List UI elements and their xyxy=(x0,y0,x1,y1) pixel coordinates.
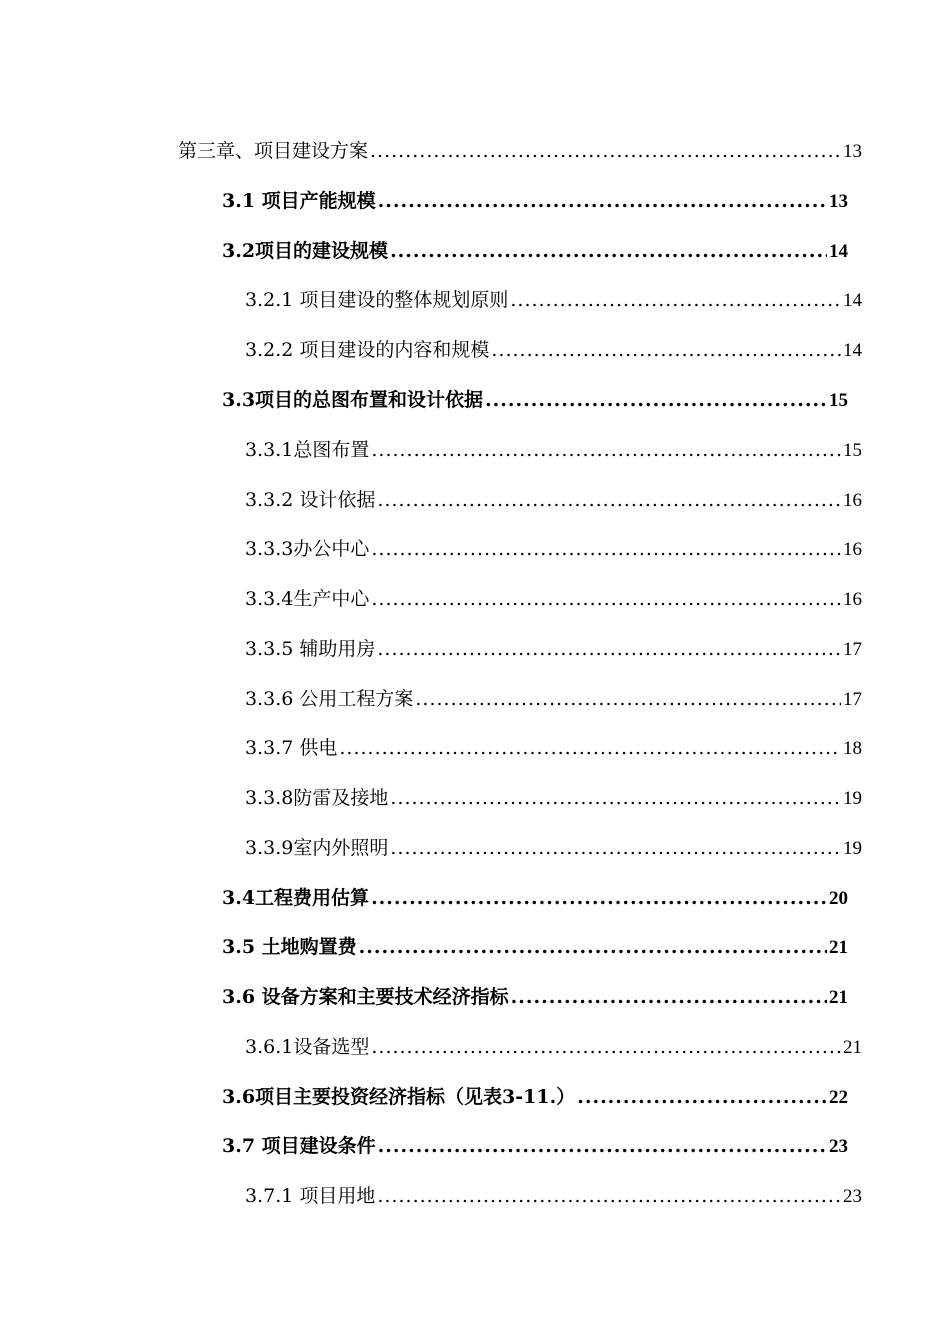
toc-entry-title: 第三章、项目建设方案 xyxy=(178,140,369,162)
toc-entry-page: 17 xyxy=(843,689,862,710)
toc-entry-title: 3.3.9室内外照明 xyxy=(245,837,389,859)
toc-leader-dots xyxy=(370,138,841,164)
toc-entry-title: 3.2.2 项目建设的内容和规模 xyxy=(245,339,490,361)
toc-entry-page: 22 xyxy=(829,1087,848,1108)
toc-leader-dots xyxy=(377,1183,841,1209)
toc-entry-3-6-1[interactable] xyxy=(245,1034,862,1061)
toc-leader-dots xyxy=(371,437,841,463)
toc-entry-3-3-5[interactable] xyxy=(245,636,862,663)
toc-entry-3-3-3[interactable] xyxy=(245,536,862,563)
toc-leader-dots xyxy=(371,536,841,562)
toc-entry-title: 3.3.5 辅助用房 xyxy=(245,638,376,660)
toc-entry-page: 19 xyxy=(843,838,862,859)
toc-leader-dots xyxy=(378,188,827,214)
toc-entry-page: 14 xyxy=(843,290,862,311)
toc-entry-title: 3.3.1总图布置 xyxy=(245,439,370,461)
toc-entry-page: 16 xyxy=(843,490,862,511)
toc-leader-dots xyxy=(371,885,827,911)
toc-entry-title: 3.6 设备方案和主要技术经济指标 xyxy=(222,986,509,1008)
toc-entry-3-3[interactable] xyxy=(222,387,848,414)
toc-entry-title: 3.3.3办公中心 xyxy=(245,538,370,560)
toc-entry-title: 3.3.6 公用工程方案 xyxy=(245,688,414,710)
toc-entry-page: 18 xyxy=(843,738,862,759)
toc-entry-3-3-9[interactable] xyxy=(245,835,862,862)
toc-entry-title: 3.3.4生产中心 xyxy=(245,588,370,610)
toc-entry-3-3-2[interactable] xyxy=(245,487,862,514)
toc-entry-title: 3.3.7 供电 xyxy=(245,737,338,759)
toc-leader-dots xyxy=(390,835,841,861)
toc-entry-3-6-indicators[interactable] xyxy=(222,1084,848,1111)
toc-entry-3-2[interactable] xyxy=(222,238,848,265)
toc-leader-dots xyxy=(415,686,841,712)
toc-leader-dots xyxy=(485,387,827,413)
toc-entry-page: 19 xyxy=(843,788,862,809)
toc-entry-title: 3.7 项目建设条件 xyxy=(222,1135,376,1157)
toc-entry-page: 17 xyxy=(843,639,862,660)
toc-entry-page: 20 xyxy=(829,888,848,909)
toc-entry-title: 3.5 土地购置费 xyxy=(222,936,357,958)
toc-entry-title: 3.2项目的建设规模 xyxy=(222,240,389,262)
toc-entry-3-6[interactable] xyxy=(222,984,848,1011)
toc-entry-page: 15 xyxy=(843,440,862,461)
toc-entry-page: 13 xyxy=(829,191,848,212)
toc-entry-3-3-4[interactable] xyxy=(245,586,862,613)
toc-entry-3-1[interactable] xyxy=(222,188,848,215)
toc-leader-dots xyxy=(491,337,841,363)
toc-entry-3-3-7[interactable] xyxy=(245,735,862,762)
toc-entry-page: 13 xyxy=(843,141,862,162)
toc-entry-title: 3.3项目的总图布置和设计依据 xyxy=(222,389,484,411)
toc-leader-dots xyxy=(390,238,827,264)
toc-entry-page: 15 xyxy=(829,390,848,411)
toc-leader-dots xyxy=(378,1133,827,1159)
toc-entry-title: 3.6.1设备选型 xyxy=(245,1036,370,1058)
toc-entry-title: 3.2.1 项目建设的整体规划原则 xyxy=(245,289,509,311)
toc-leader-dots xyxy=(377,636,841,662)
toc-entry-title: 3.3.8防雷及接地 xyxy=(245,787,389,809)
toc-entry-chapter-3[interactable] xyxy=(178,138,862,165)
toc-entry-page: 21 xyxy=(829,937,848,958)
toc-entry-page: 16 xyxy=(843,589,862,610)
toc-entry-page: 14 xyxy=(843,340,862,361)
toc-leader-dots xyxy=(371,1034,841,1060)
toc-leader-dots xyxy=(577,1084,827,1110)
toc-entry-page: 21 xyxy=(829,987,848,1008)
toc-entry-3-3-6[interactable] xyxy=(245,686,862,713)
toc-entry-3-2-2[interactable] xyxy=(245,337,862,364)
toc-entry-3-5[interactable] xyxy=(222,934,848,961)
toc-entry-page: 14 xyxy=(829,241,848,262)
toc-entry-page: 16 xyxy=(843,539,862,560)
toc-entry-3-2-1[interactable] xyxy=(245,287,862,314)
toc-leader-dots xyxy=(377,487,841,513)
toc-entry-title: 3.4工程费用估算 xyxy=(222,887,370,909)
toc-entry-3-7-1[interactable] xyxy=(245,1183,862,1210)
toc-entry-title: 3.7.1 项目用地 xyxy=(245,1185,376,1207)
toc-leader-dots xyxy=(511,984,827,1010)
toc-leader-dots xyxy=(371,586,841,612)
toc-entry-title: 3.1 项目产能规模 xyxy=(222,190,376,212)
toc-entry-page: 23 xyxy=(843,1186,862,1207)
toc-entry-3-3-1[interactable] xyxy=(245,437,862,464)
toc-leader-dots xyxy=(510,287,841,313)
toc-entry-3-3-8[interactable] xyxy=(245,785,862,812)
toc-leader-dots xyxy=(339,735,841,761)
toc-entry-title: 3.6项目主要投资经济指标（见表3-11.） xyxy=(222,1086,576,1108)
toc-leader-dots xyxy=(390,785,841,811)
toc-entry-page: 23 xyxy=(829,1136,848,1157)
toc-entry-title: 3.3.2 设计依据 xyxy=(245,489,376,511)
toc-entry-3-7[interactable] xyxy=(222,1133,848,1160)
toc-entry-page: 21 xyxy=(843,1037,862,1058)
toc-leader-dots xyxy=(359,934,827,960)
toc-entry-3-4[interactable] xyxy=(222,885,848,912)
